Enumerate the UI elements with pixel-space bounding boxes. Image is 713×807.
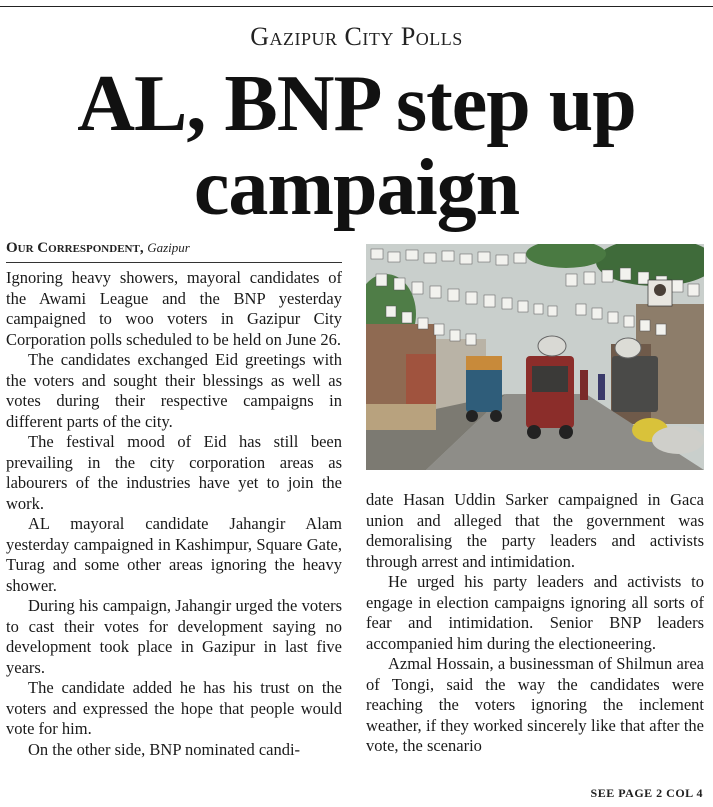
article-column-right <box>366 490 704 757</box>
photo-loudspeaker <box>538 336 566 356</box>
paragraph: Azmal Hossain, a businessman of Shilmun area of Tongi, said the way the candidates were reaching the voters ignoring the inclement weather, if they worked sincerely like that after the vote, the scenario <box>366 654 704 755</box>
byline-place: Gazipur <box>147 240 190 255</box>
article-column-left <box>6 268 342 760</box>
headline-text: AL, BNP step up campaign <box>77 60 636 232</box>
photo-garbage-pile <box>652 426 704 454</box>
paragraph: The candidate added he has his trust on the voters and expressed the hope that people would vote for him. <box>6 678 342 738</box>
photo-poster-face <box>654 284 666 296</box>
paragraph: Ignoring heavy showers, mayoral candidates of the Awami League and the BNP yesterday campaigned to woo voters in Gazipur City Corporation polls scheduled to be held on June 26. <box>6 268 342 349</box>
paragraph: The candidates exchanged Eid greetings with the voters and sought their blessings as well as votes during their respective campaigns in different parts of the city. <box>6 350 342 431</box>
section-kicker: Gazipur City Polls <box>250 22 463 51</box>
photo-loudspeaker <box>615 338 641 358</box>
byline-rule <box>6 262 342 263</box>
paragraph: He urged his party leaders and activists to engage in election campaigns ignoring all sorts of fear and intimidation. Senior BNP leaders accompanied him during the electioneering. <box>366 572 704 653</box>
photo-wall <box>366 404 436 430</box>
photo-rickshaw-hood <box>466 356 502 370</box>
photo-illustration <box>366 244 704 470</box>
photo-rickshaw-window <box>532 366 568 392</box>
paragraph: On the other side, BNP nominated candi- <box>28 739 301 759</box>
byline-name: Our Correspondent, <box>6 240 144 256</box>
paragraph: The festival mood of Eid has still been prevailing in the city corporation areas as labourers of the industries have yet to join the work. <box>6 432 342 513</box>
headline <box>0 62 713 230</box>
news-photo-street-campaign <box>366 244 704 470</box>
byline <box>6 240 190 257</box>
jump-line[interactable]: SEE PAGE 2 COL 4 <box>590 786 703 800</box>
photo-vehicle-right <box>612 356 658 412</box>
photo-rickshaw-blue <box>466 366 502 412</box>
photo-wheel <box>466 410 478 422</box>
photo-person <box>598 374 605 400</box>
photo-wheel <box>527 425 541 439</box>
photo-person <box>580 370 588 400</box>
paragraph: date Hasan Uddin Sarker campaigned in Gaca union and alleged that the government was demoralising the party leaders and activists through arrest and intimidation. <box>366 490 704 571</box>
photo-wheel <box>559 425 573 439</box>
photo-wheel <box>490 410 502 422</box>
paragraph: During his campaign, Jahangir urged the voters to cast their votes for development saying no development took place in Gazipur in last five years. <box>6 596 342 677</box>
top-rule <box>0 6 713 7</box>
paragraph: AL mayoral candidate Jahangir Alam yesterday campaigned in Kashimpur, Square Gate, Turag and some other areas ignoring the heavy shower. <box>6 514 342 595</box>
